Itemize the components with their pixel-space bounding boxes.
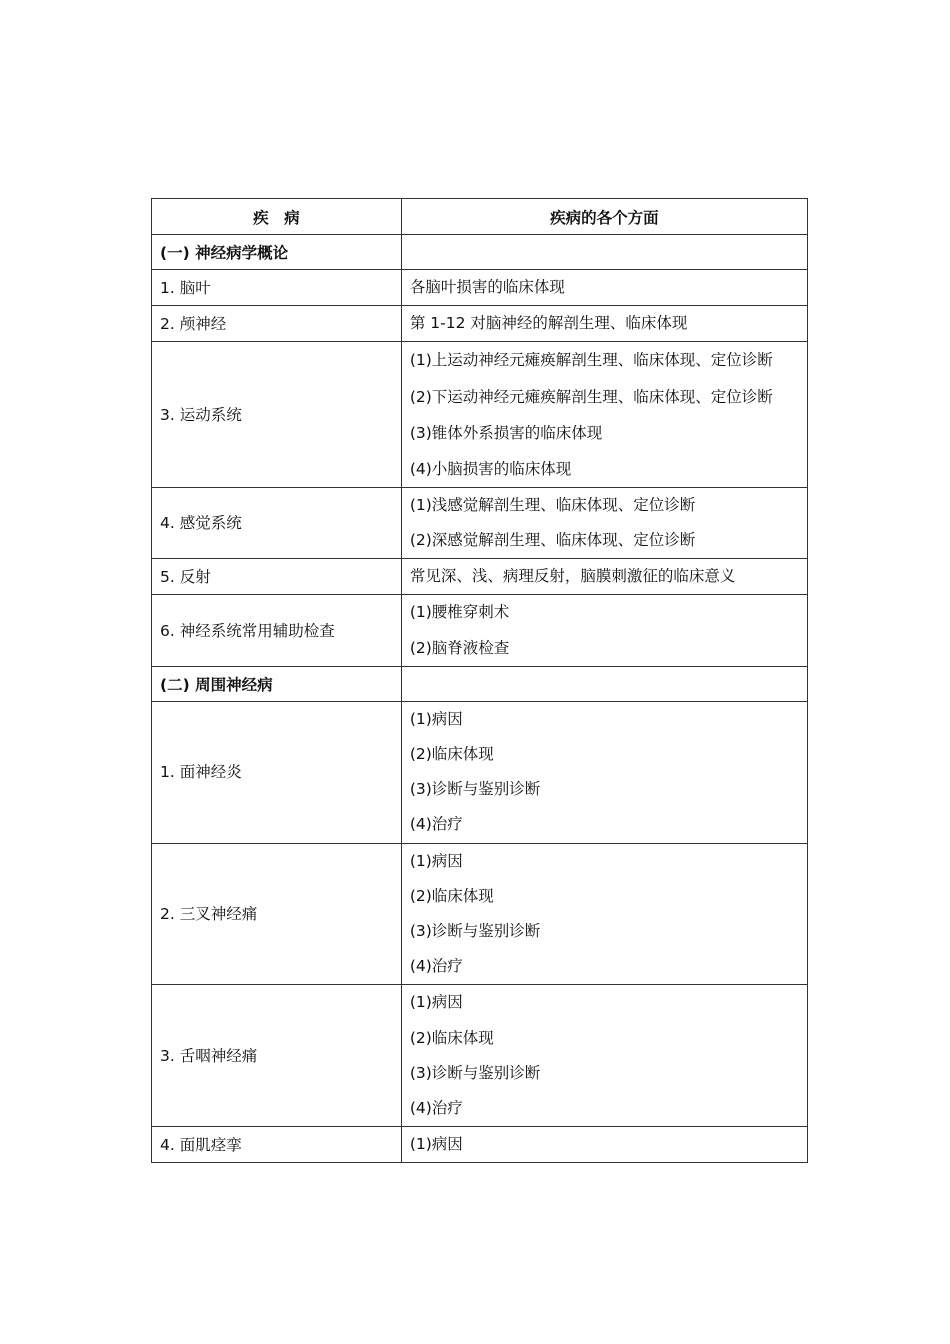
section-row: [152, 235, 808, 270]
aspects-cell: [401, 559, 807, 595]
aspects-cell: [401, 985, 807, 1127]
table-row: [152, 559, 808, 595]
aspect-item: (2)临床体现: [409, 1028, 494, 1047]
disease-cell: 1. 面神经炎: [152, 701, 402, 843]
table-row: [152, 985, 808, 1127]
header-row: [152, 199, 808, 235]
aspect-item: (3)诊断与鉴别诊断: [409, 922, 541, 941]
section-title: (一) 神经病学概论: [152, 235, 402, 270]
aspect-item: (2)临床体现: [409, 745, 494, 764]
aspects-cell: [401, 701, 807, 843]
aspect-item: 常见深、浅、病理反射，脑膜刺激征的临床意义: [409, 567, 736, 586]
table-row: [152, 270, 808, 306]
aspects-cell: [401, 342, 807, 487]
table-row: [152, 595, 808, 666]
aspect-item: 各脑叶损害的临床体现: [409, 278, 565, 296]
section-empty-cell: [401, 666, 807, 701]
aspect-item: (4)治疗: [409, 957, 463, 976]
table-row: [152, 701, 808, 843]
disease-cell: 2. 颅神经: [152, 306, 402, 342]
aspect-item: (3)诊断与鉴别诊断: [409, 780, 541, 799]
table-row: [152, 1127, 808, 1163]
header-disease: 疾 病: [152, 199, 402, 235]
aspect-item: (2)临床体现: [409, 886, 494, 905]
table-row: [152, 487, 808, 558]
disease-cell: 1. 脑叶: [152, 270, 402, 306]
aspect-item: (4)治疗: [409, 815, 463, 834]
aspect-item: (1)上运动神经元瘫痪解剖生理、临床体现、定位诊断: [409, 351, 773, 370]
aspects-cell: [401, 843, 807, 985]
disease-cell: 6. 神经系统常用辅助检查: [152, 595, 402, 666]
syllabus-table: [151, 198, 808, 1163]
table-row: [152, 306, 808, 342]
section-title: (二) 周围神经病: [152, 666, 402, 701]
aspects-cell: [401, 487, 807, 558]
section-empty-cell: [401, 235, 807, 270]
header-aspects: 疾病的各个方面: [401, 199, 807, 235]
aspect-item: (4)治疗: [409, 1099, 463, 1118]
aspect-item: 第 1-12 对脑神经的解剖生理、临床体现: [409, 314, 688, 333]
aspect-item: (1)病因: [409, 993, 463, 1012]
aspect-item: (3)锥体外系损害的临床体现: [409, 424, 603, 443]
aspect-item: (1)病因: [409, 851, 463, 870]
disease-cell: 2. 三叉神经痛: [152, 843, 402, 985]
disease-cell: 3. 舌咽神经痛: [152, 985, 402, 1127]
disease-cell: 4. 感觉系统: [152, 487, 402, 558]
aspect-item: (2)下运动神经元瘫痪解剖生理、临床体现、定位诊断: [409, 388, 773, 407]
disease-cell: 4. 面肌痉挛: [152, 1127, 402, 1163]
aspects-cell: [401, 306, 807, 342]
disease-cell: 5. 反射: [152, 559, 402, 595]
aspect-item: (1)病因: [409, 1135, 463, 1154]
aspect-item: (2)脑脊液检查: [409, 638, 510, 657]
aspect-item: (1)病因: [409, 709, 463, 728]
section-row: [152, 666, 808, 701]
aspect-item: (2)深感觉解剖生理、临床体现、定位诊断: [409, 531, 696, 550]
aspect-item: (1)腰椎穿刺术: [409, 603, 510, 622]
disease-cell: 3. 运动系统: [152, 342, 402, 487]
aspects-cell: [401, 1127, 807, 1163]
aspect-item: (4)小脑损害的临床体现: [409, 459, 572, 478]
table-row: [152, 342, 808, 487]
aspect-item: (1)浅感觉解剖生理、临床体现、定位诊断: [409, 495, 696, 514]
aspects-cell: [401, 595, 807, 666]
aspect-item: (3)诊断与鉴别诊断: [409, 1063, 541, 1082]
aspects-cell: [401, 270, 807, 306]
table-row: [152, 843, 808, 985]
